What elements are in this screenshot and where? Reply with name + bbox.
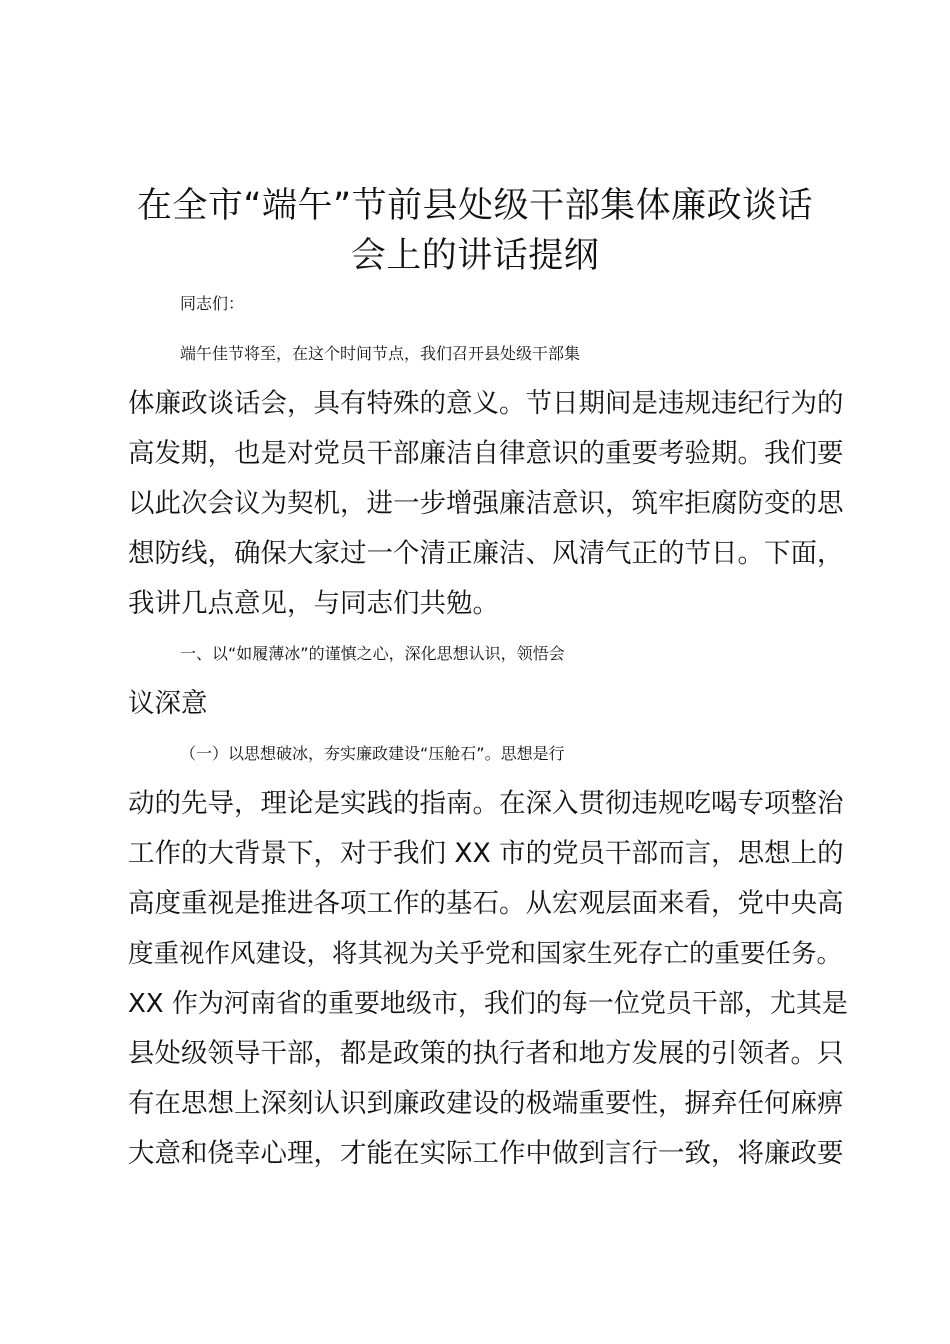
body-line: 度重视作风建设，将其视为关乎党和国家生死存亡的重要任务。	[128, 939, 843, 969]
subsection-line: （一）以思想破冰，夯实廉政建设“压舱石”。思想是行	[180, 744, 565, 763]
section-heading-line: 议深意	[128, 688, 208, 719]
body-line: 我讲几点意见，与同志们共勉。	[128, 588, 499, 619]
body-line: 工作的大背景下，对于我们 XX 市的党员干部而言，思想上的	[128, 838, 844, 869]
body-line: 县处级领导干部，都是政策的执行者和地方发展的引领者。只	[128, 1038, 844, 1069]
body-line: 大意和侥幸心理，才能在实际工作中做到言行一致，将廉政要	[128, 1138, 844, 1169]
section-heading-line: 一、以“如履薄冰”的谨慎之心，深化思想认识，领悟会	[180, 644, 565, 663]
body-line: 高度重视是推进各项工作的基石。从宏观层面来看，党中央高	[128, 888, 844, 919]
document-title-line-2: 会上的讲话提纲	[350, 236, 600, 276]
body-line: 动的先导，理论是实践的指南。在深入贯彻违规吃喝专项整治	[128, 788, 844, 819]
body-line: 有在思想上深刻认识到廉政建设的极端重要性，摒弃任何麻痹	[128, 1088, 844, 1119]
body-line: 想防线，确保大家过一个清正廉洁、风清气正的节日。下面，	[128, 538, 844, 569]
body-line: 以此次会议为契机，进一步增强廉洁意识，筑牢拒腐防变的思	[128, 488, 844, 519]
body-line: XX 作为河南省的重要地级市，我们的每一位党员干部，尤其是	[128, 989, 848, 1019]
body-line: 体廉政谈话会，具有特殊的意义。节日期间是违规违纪行为的	[128, 388, 844, 419]
body-line: 高发期，也是对党员干部廉洁自律意识的重要考验期。我们要	[128, 438, 844, 469]
document-title-line-1: 在全市“端午”节前县处级干部集体廉政谈话	[136, 186, 814, 226]
salutation: 同志们：	[180, 294, 245, 313]
body-line: 端午佳节将至，在这个时间节点，我们召开县处级干部集	[180, 344, 581, 363]
